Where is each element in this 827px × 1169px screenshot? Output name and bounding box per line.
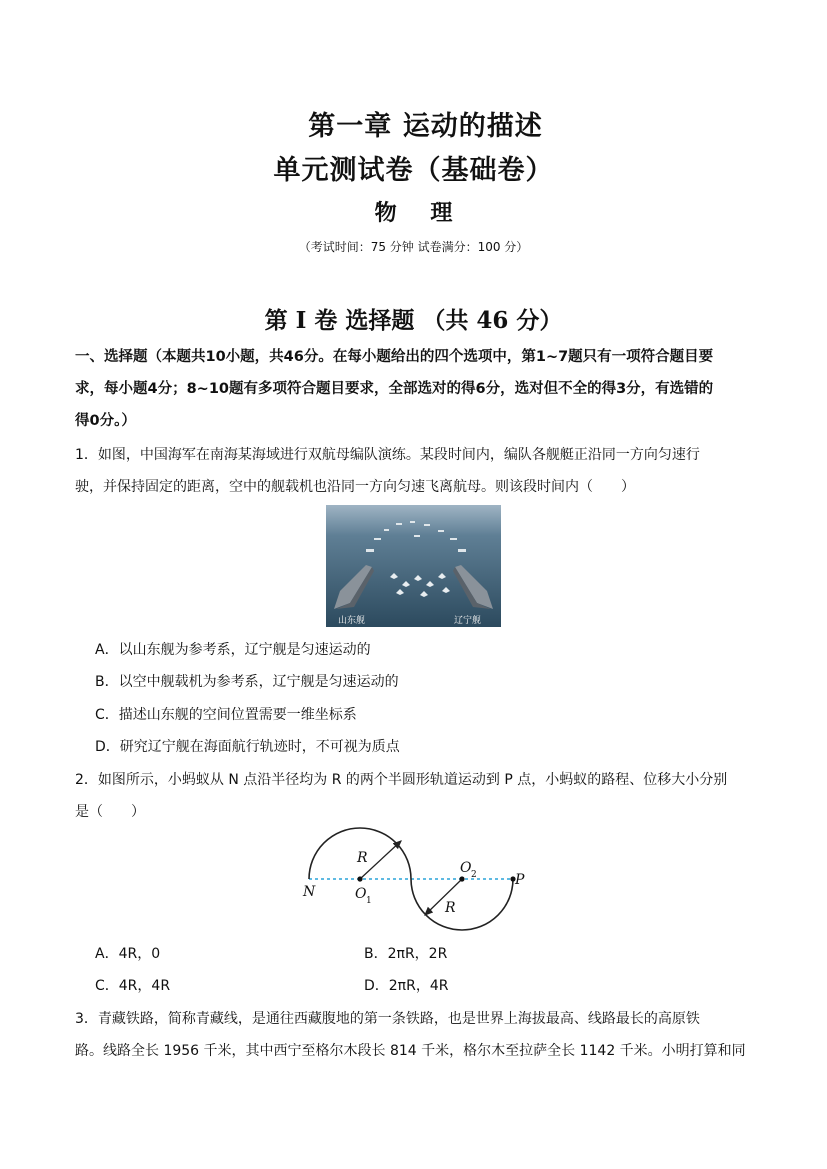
photo-label-right: 辽宁舰 [454,616,482,626]
photo-label-left: 山东舰 [338,616,366,626]
label-o2-sub: 2 [471,870,477,880]
q2-stem-line-1: 2．如图所示，小蚂蚁从 N 点沿半径均为 R 的两个半圆形轨道运动到 P 点，小蚂蚁的路程、位移大小分别 [75,772,728,788]
semicircle-track-diagram [295,812,535,932]
label-o1: O [355,886,367,902]
label-r-top: R [357,850,368,866]
test-title: 单元测试卷（基础卷） [273,155,554,186]
chapter-title: 第一章 运动的描述 [308,111,543,142]
q1-option-d[interactable]: D．研究辽宁舰在海面航行轨迹时，不可视为质点 [95,739,400,755]
q1-stem-line-1: 1．如图，中国海军在南海某海域进行双航母编队演练。某段时间内，编队各舰艇正沿同一方向匀速行 [75,447,700,463]
q2-option-c[interactable]: C．4R，4R [95,978,171,994]
q1-option-a[interactable]: A．以山东舰为参考系，辽宁舰是匀速运动的 [95,642,371,658]
label-o2: O [460,860,472,876]
carrier-fleet-photo [326,505,501,627]
instructions-line-1: 一、选择题（本题共10小题，共46分。在每小题给出的四个选项中，第1~7题只有一项符合题目要 [75,349,714,365]
q2-option-b[interactable]: B．2πR，2R [364,946,448,962]
subject-title: 物 理 [374,200,453,226]
q1-option-c[interactable]: C．描述山东舰的空间位置需要一维坐标系 [95,707,357,723]
section-title: 第 Ⅰ 卷 选择题 （共 46 分） [264,307,563,334]
q3-stem-line-2: 路。线路全长 1956 千米，其中西宁至格尔木段长 814 千米，格尔木至拉萨全长 1142 千米。小明打算和同 [75,1043,746,1059]
q1-option-b[interactable]: B．以空中舰载机为参考系，辽宁舰是匀速运动的 [95,674,399,690]
q3-stem-line-1: 3．青藏铁路，简称青藏线，是通往西藏腹地的第一条铁路，也是世界上海拔最高、线路最长的高原铁 [75,1011,700,1027]
label-n: N [303,884,316,900]
label-o1-sub: 1 [366,896,372,906]
q2-stem-line-2: 是（ ） [75,804,145,820]
label-r-bottom: R [445,900,456,916]
q2-option-a[interactable]: A．4R，0 [95,946,161,962]
instructions-line-3: 得0分。） [75,413,136,429]
q2-option-d[interactable]: D．2πR，4R [364,978,449,994]
label-p: P [515,872,525,888]
instructions-line-2: 求，每小题4分；8~10题有多项符合题目要求，全部选对的得6分，选对但不全的得3分，有选错的 [75,381,714,397]
q1-stem-line-2: 驶，并保持固定的距离，空中的舰载机也沿同一方向匀速飞离航母。则该段时间内（ ） [75,479,635,495]
exam-info: （考试时间：75 分钟 试卷满分：100 分） [298,240,529,254]
